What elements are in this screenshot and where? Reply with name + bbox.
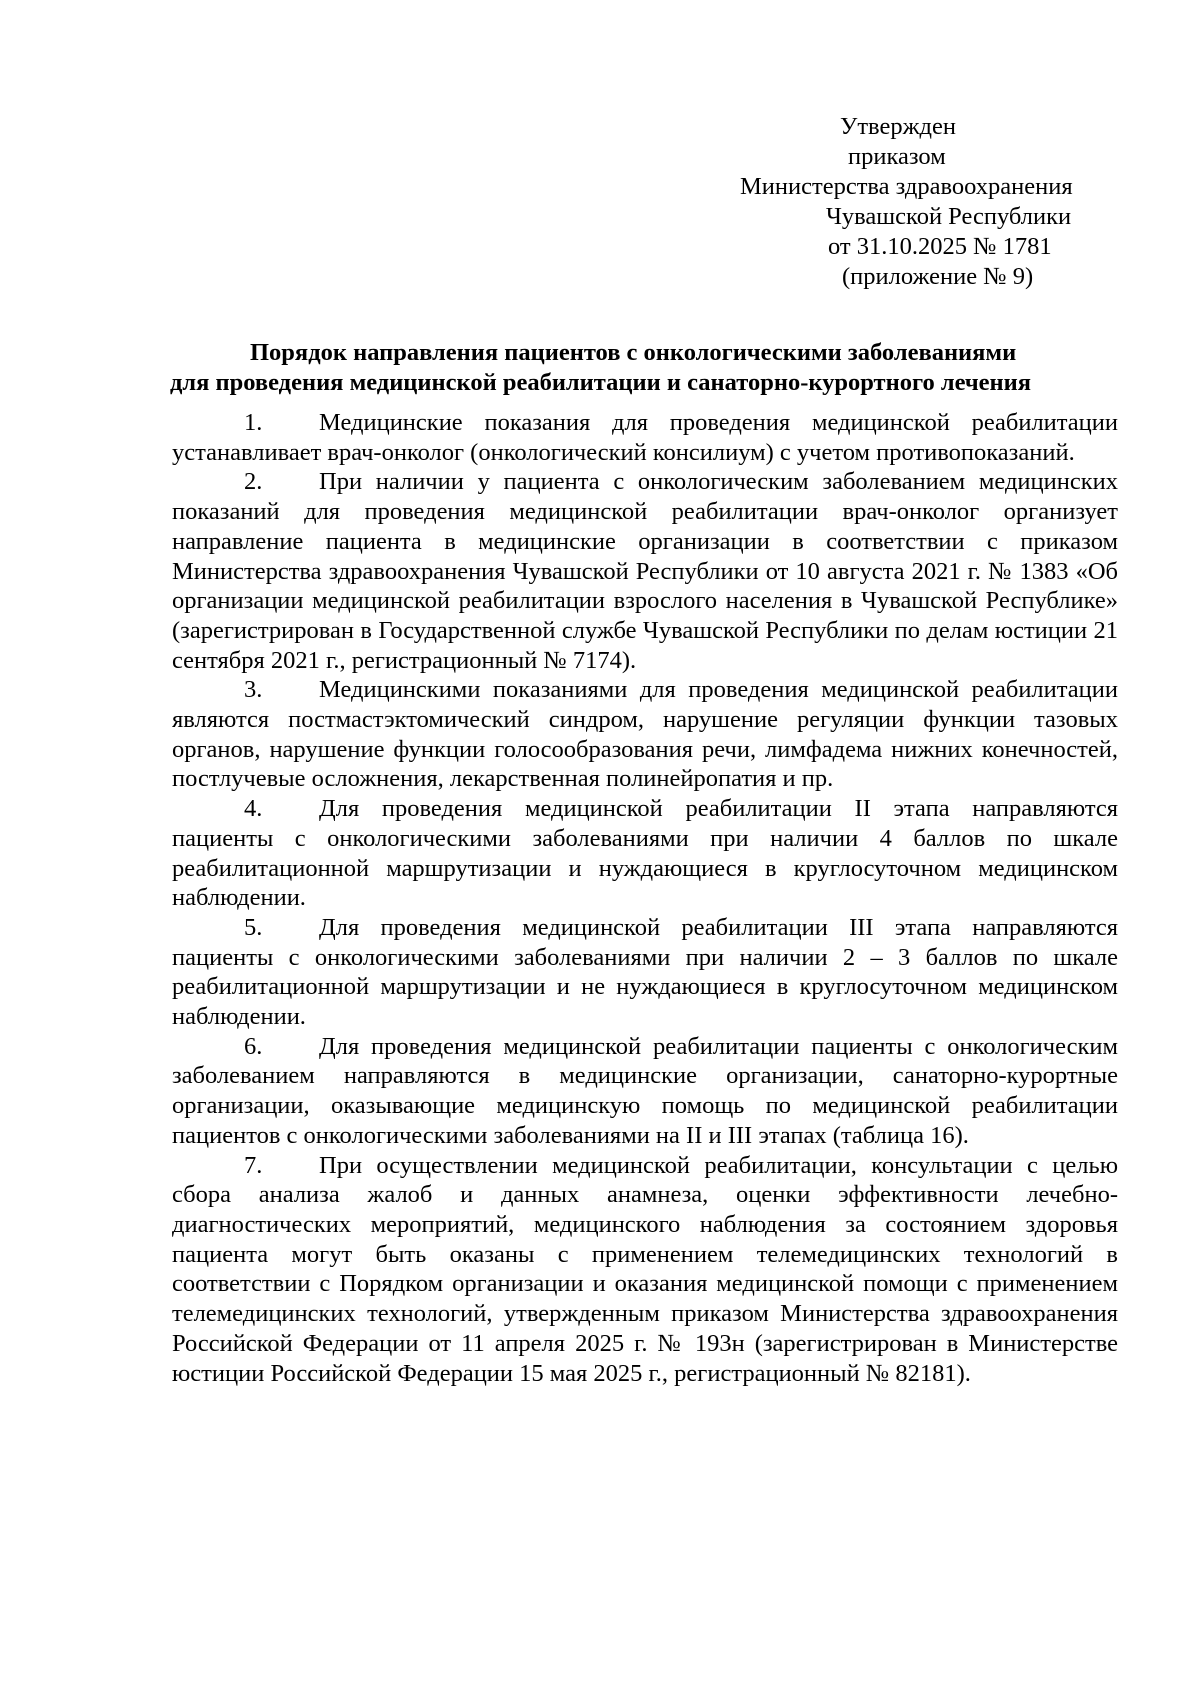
item-text: При осуществлении медицинской реабилитации, консультации с целью сбора анализа жалоб и данных анамнеза, оценки эффективности лечебно-диагностических мероприятий, медицинского наблюдения за состоянием здоровья пациента могут быть оказаны с применением телемедицинских технологий в соответствии с Порядком организации и оказания медицинской помощи с применением телемедицинских технологий, утвержденным приказом Министерства здравоохранения Российской Федерации от 11 апреля 2025 г. № 193н (зарегистрирован в Министерстве юстиции Российской Федерации 15 мая 2025 г., регистрационный № 82181). — [172, 1151, 1118, 1387]
approval-line-approved: Утвержден — [840, 113, 956, 140]
item-text: При наличии у пациента с онкологическим заболеванием медицинских показаний для проведения медицинской реабилитации врач-онколог организует направление пациента в медицинские организации в соответствии с приказом Министерства здравоохранения Чувашской Республики от 10 августа 2021 г. № 1383 «Об организации медицинской реабилитации взрослого населения в Чувашской Республике» (зарегистрирован в Государственной службе Чувашской Республики по делам юстиции 21 сентября 2021 г., регистрационный № 7174). — [172, 468, 1118, 674]
document-title — [170, 338, 1120, 398]
list-item — [172, 408, 1118, 467]
item-text: Для проведения медицинской реабилитации II этапа направляются пациенты с онкологическими заболеваниями при наличии 4 баллов по шкале реабилитационной маршрутизации и нуждающиеся в круглосуточном медицинском наблюдении. — [172, 795, 1118, 912]
approval-line-order: приказом — [848, 143, 946, 170]
item-text: Медицинские показания для проведения медицинской реабилитации устанавливает врач-онколог (онкологический консилиум) с учетом противопоказаний. — [172, 409, 1118, 466]
approval-block — [740, 112, 1120, 292]
approval-line-appendix: (приложение № 9) — [842, 263, 1034, 290]
item-number: 3. — [244, 676, 263, 704]
item-number: 1. — [244, 409, 263, 436]
item-number: 6. — [244, 1032, 263, 1060]
title-line-1: Порядок направления пациентов с онкологическими заболеваниями — [250, 339, 1017, 366]
list-item — [172, 794, 1118, 913]
item-number: 5. — [244, 913, 263, 941]
approval-line-republic: Чувашской Республики — [826, 203, 1072, 230]
approval-line-ministry: Министерства здравоохранения — [740, 173, 1073, 200]
item-number: 7. — [244, 1151, 263, 1179]
list-item — [172, 1032, 1118, 1151]
approval-line-date-number: от 31.10.2025 № 1781 — [828, 233, 1052, 260]
list-item — [172, 467, 1118, 675]
list-item — [172, 675, 1118, 794]
item-number: 2. — [244, 468, 263, 496]
item-number: 4. — [244, 795, 263, 823]
title-line-2: для проведения медицинской реабилитации и санаторно-курортного лечения — [170, 369, 1032, 396]
list-item — [172, 913, 1118, 1032]
item-text: Для проведения медицинской реабилитации III этапа направляются пациенты с онкологическими заболеваниями при наличии 2 – 3 баллов по шкале реабилитационной маршрутизации и не нуждающиеся в круглосуточном медицинском наблюдении. — [172, 913, 1118, 1031]
item-text: Для проведения медицинской реабилитации пациенты с онкологическим заболеванием направляются в медицинские организации, санаторно-курортные организации, оказывающие медицинскую помощь по медицинской реабилитации пациентов с онкологическими заболеваниями на II и III этапах (таблица 16). — [172, 1032, 1118, 1149]
document-body — [172, 408, 1118, 1388]
item-text: Медицинскими показаниями для проведения медицинской реабилитации являются постмастэктомический синдром, нарушение регуляции функции тазовых органов, нарушение функции голосообразования речи, лимфадема нижних конечностей, постлучевые осложнения, лекарственная полинейропатия и пр. — [172, 676, 1118, 793]
list-item — [172, 1151, 1118, 1389]
